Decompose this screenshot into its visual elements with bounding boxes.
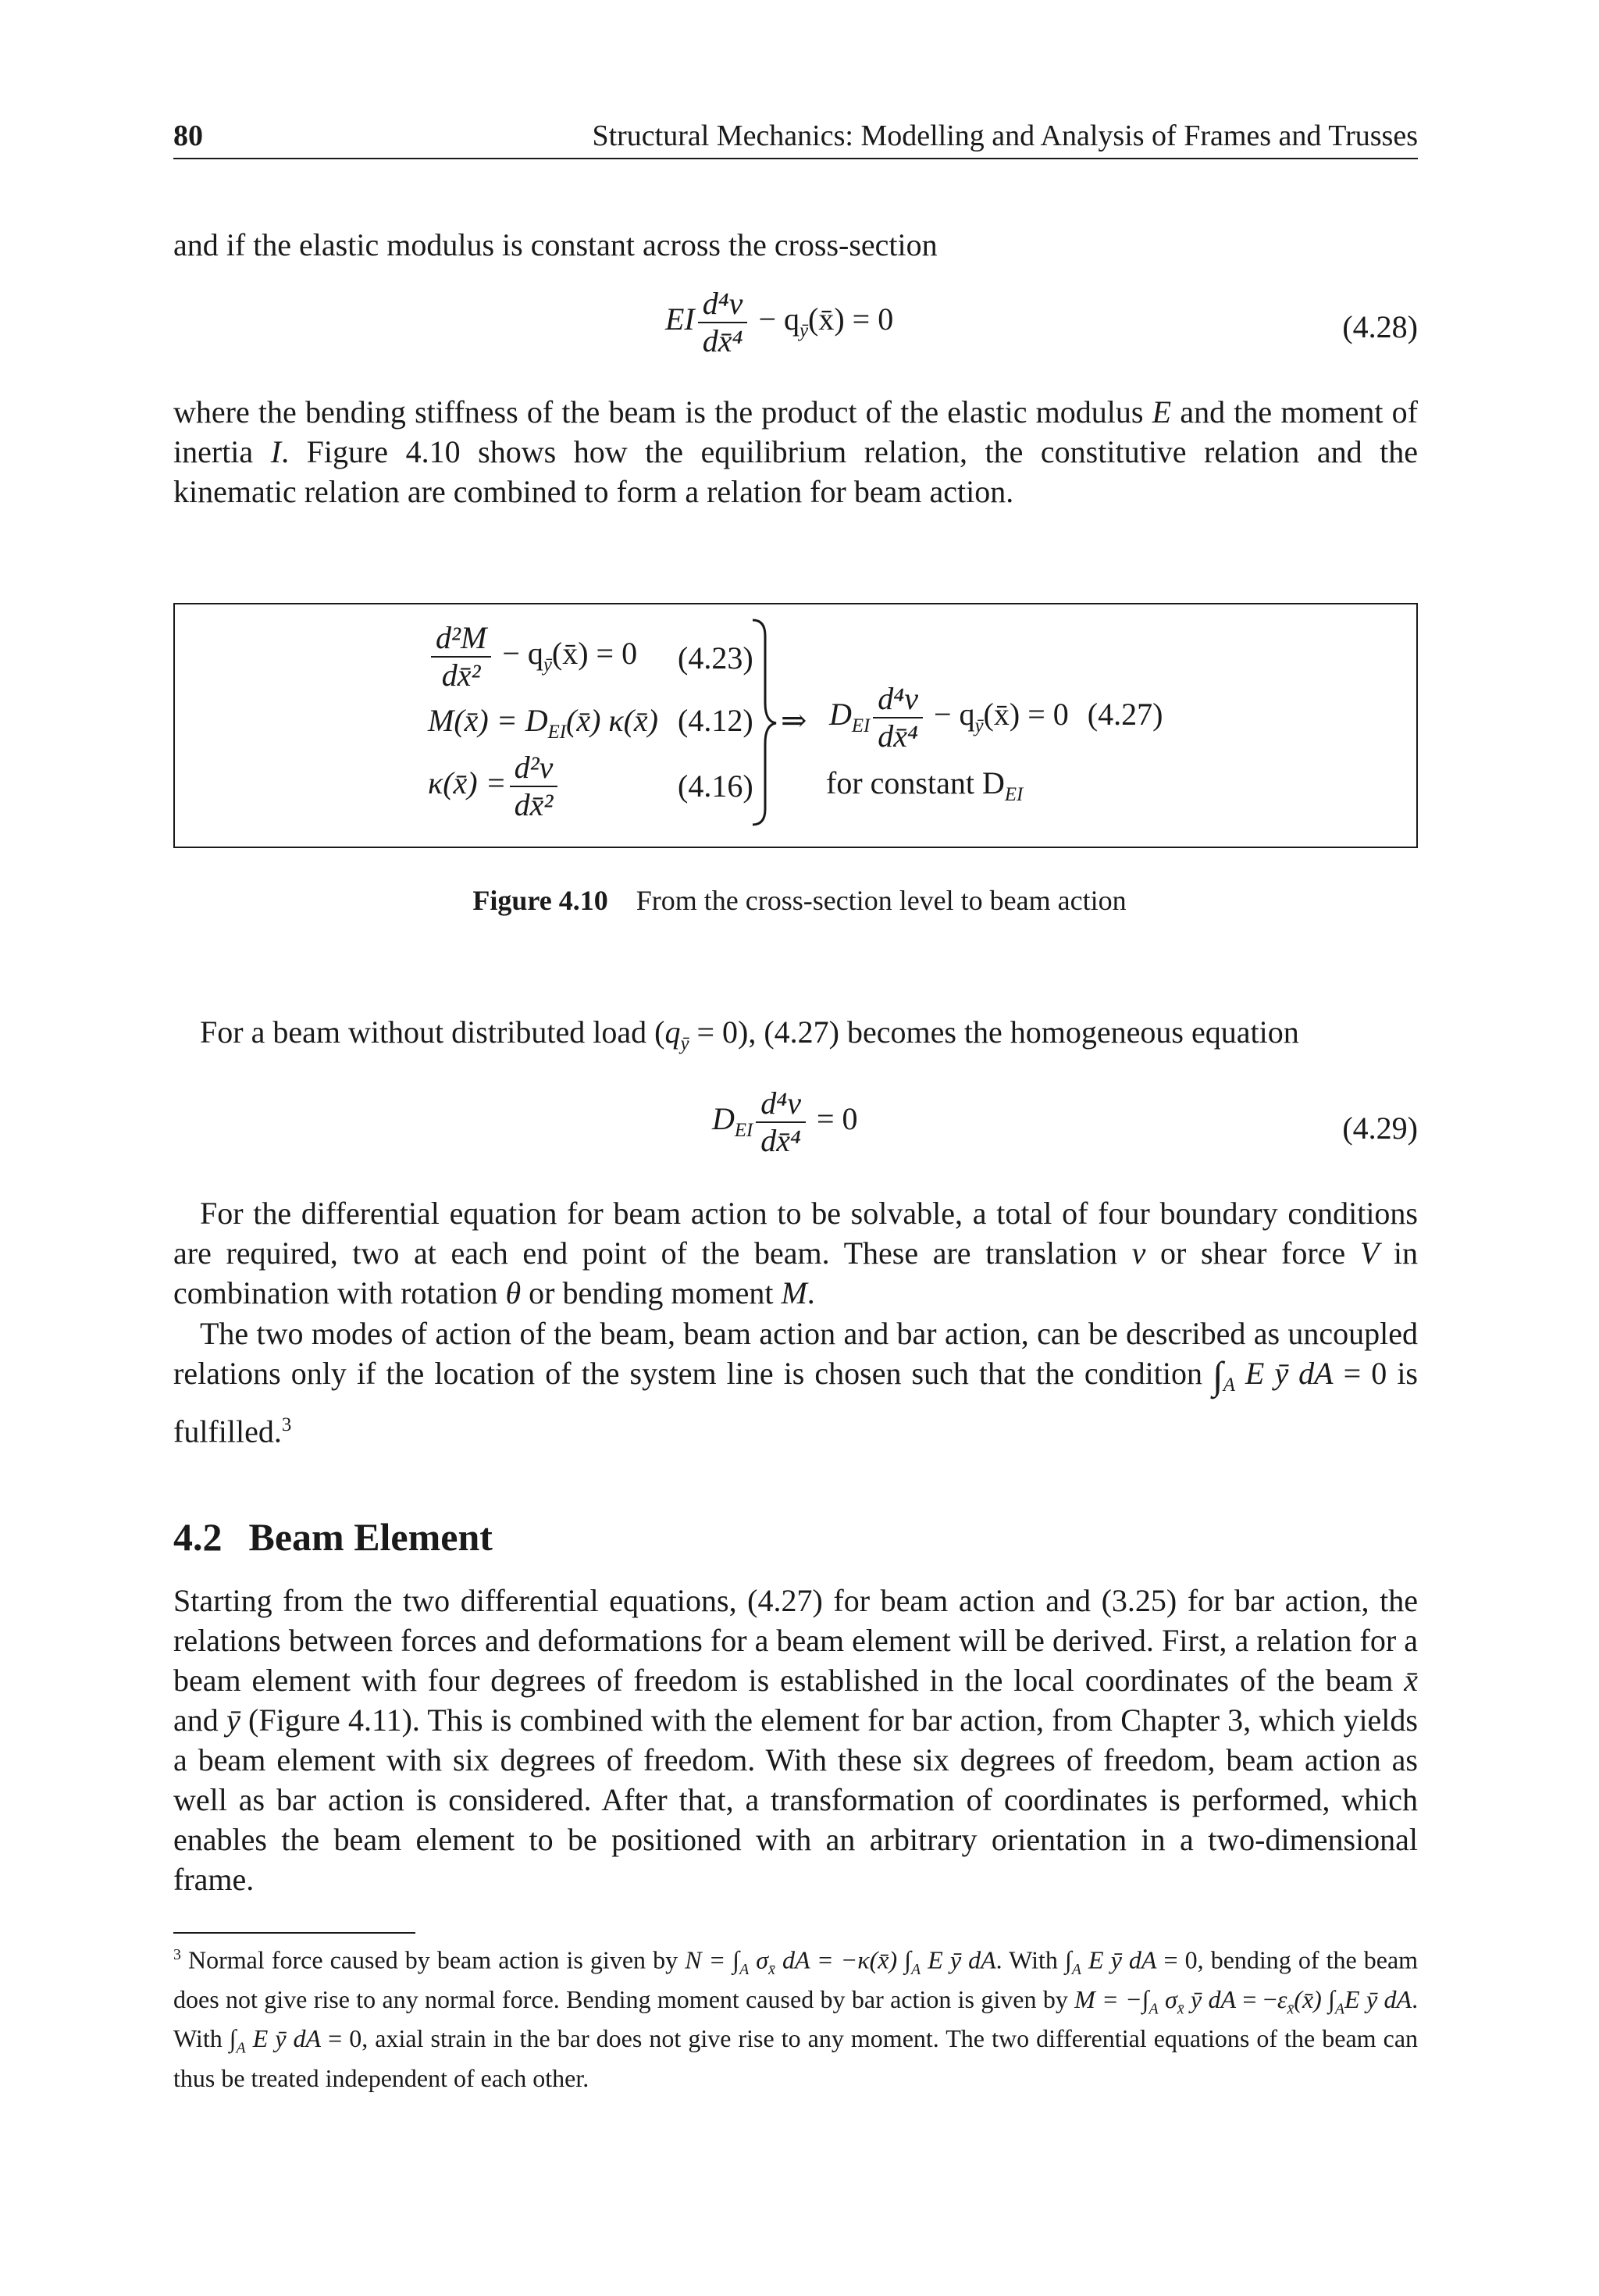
paragraph-modes: [173, 1314, 1418, 1451]
fn-sub: x̄: [1177, 2000, 1184, 2018]
fn-expr: ȳ dA: [1184, 1985, 1237, 2014]
fn-expr: E ȳ dA: [1344, 1985, 1412, 2014]
fig-result-coeff: D: [829, 697, 852, 733]
fig-eq1-tail: − q: [502, 636, 543, 672]
text-run: = 0 is fulfilled.: [173, 1356, 1419, 1449]
symbol-q: q: [664, 1014, 681, 1050]
eq-4-28-numerator: d⁴v: [698, 287, 748, 323]
text-run: = 0), (4.27) becomes the homogeneous equation: [689, 1014, 1299, 1050]
footnote-number: 3: [173, 1946, 181, 1963]
text-run: .: [807, 1275, 815, 1310]
eq-4-28-rest: − q: [758, 301, 800, 337]
fn-sub: A: [911, 1961, 921, 1979]
text-run: The two modes of action of the beam, beam action and bar action, can be described as uncoupled relations only if the location of the system line is chosen such that the condition: [173, 1316, 1418, 1391]
section-title: Beam Element: [248, 1515, 493, 1559]
fig-result-numerator: d⁴v: [873, 683, 923, 718]
equation-4-29: [712, 1087, 858, 1157]
integral-sub: A: [1223, 1374, 1235, 1396]
paragraph-no-load: [200, 1012, 1418, 1064]
fn-expr: M = −∫: [1074, 1985, 1149, 2014]
fig-eq1-fraction: [431, 622, 491, 692]
paragraph-boundary: [173, 1193, 1418, 1313]
eq-4-28-denominator: dx̄⁴: [702, 323, 743, 358]
fig-result-fraction: [873, 683, 923, 753]
fig-result-sub: EI: [851, 715, 871, 737]
figure-eq-4-12: [428, 701, 658, 752]
eq-4-28-sub: ȳ: [800, 320, 809, 342]
running-title: Structural Mechanics: Modelling and Analysis of Frames and Trusses: [592, 119, 1418, 152]
equation-4-28-number: (4.28): [1342, 309, 1418, 344]
text-run: and the moment of inertia: [173, 394, 1418, 469]
fig-eq1-numerator: d²M: [431, 622, 491, 658]
symbol-ybar: ȳ: [226, 1702, 240, 1738]
fn-text: = −: [1236, 1985, 1277, 2014]
fn-expr: E ȳ dA: [1081, 1945, 1157, 1974]
eq-4-28-fraction: [698, 287, 748, 358]
symbol-V: V: [1359, 1235, 1380, 1271]
integral-symbol: ∫: [1213, 1353, 1223, 1397]
figure-caption: [0, 882, 1599, 918]
figure-ref-4-12: (4.12): [678, 703, 753, 738]
fig-eq1-tail2: (x̄) = 0: [551, 636, 638, 672]
text-run: (Figure 4.11). This is combined with the element for bar action, from Chapter 3, which yields a beam element with six degrees of freedom. With these six degrees of freedom, beam action as well as bar action is considered. After that, a transformation of coordinates is performed, which enables the beam element to be positioned with an arbitrary orientation in a two-dimensional frame.: [173, 1702, 1418, 1897]
fn-text: . With: [995, 1945, 1065, 1974]
text-run: . Figure 4.10 shows how the equilibrium relation, the constitutive relation and the kinematic relation are combined to form a relation for beam action.: [173, 434, 1419, 509]
section-number: 4.2: [173, 1515, 223, 1559]
integral-expr: E ȳ dA: [1234, 1356, 1334, 1391]
text-run: For a beam without distributed load (: [200, 1014, 665, 1050]
figure-result-eq-4-27: [829, 683, 1163, 753]
fn-sub: A: [739, 1961, 750, 1979]
symbol-v: v: [1131, 1235, 1146, 1271]
fig-eq1-sub: ȳ: [543, 654, 552, 676]
eq-4-28-tail: (x̄) = 0: [808, 301, 894, 337]
fn-expr: dA = −κ(x̄) ∫: [775, 1945, 911, 1974]
fn-text: = 0, axial strain in the bar does not give rise to any moment. The two differential equations of the beam can thus be treated independent of each other.: [173, 2024, 1419, 2092]
caption-label: Figure 4.10: [472, 885, 608, 916]
fig-eq1-denominator: dx̄²: [441, 658, 481, 693]
fig-result-tail2: (x̄) = 0: [983, 697, 1069, 733]
eq-4-29-tail: = 0: [816, 1101, 858, 1137]
fn-text: . With: [173, 1985, 1419, 2053]
fig-eq2-text-b: (x̄) κ(x̄): [566, 703, 658, 738]
fn-sub: x̄: [1287, 2000, 1295, 2018]
header-rule: [173, 158, 1418, 159]
fig-result-ref: (4.27): [1087, 697, 1163, 733]
text-run: in combination with rotation: [173, 1235, 1418, 1310]
fn-expr: σ: [749, 1945, 769, 1974]
fn-expr: ε: [1277, 1985, 1287, 2014]
eq-4-29-sub: EI: [734, 1120, 753, 1142]
footnote: [173, 1940, 1418, 2093]
fig-eq2-text-a: M(x̄) = D: [428, 703, 548, 738]
eq-4-28-coeff: EI: [665, 301, 695, 337]
fig-note-text: for constant D: [826, 765, 1005, 800]
fn-sub: x̄: [768, 1961, 775, 1979]
symbol-E: E: [1152, 394, 1172, 430]
text-run: For the differential equation for beam action to be solvable, a total of four boundary conditions are required, two at each end point of the beam. These are translation: [173, 1196, 1418, 1271]
fig-eq3-denominator: dx̄²: [514, 787, 554, 822]
text-run: or bending moment: [521, 1275, 782, 1310]
fn-text: Normal force caused by beam action is given by: [180, 1945, 686, 1974]
intro-line: and if the elastic modulus is constant across the cross-section: [173, 227, 938, 262]
figure-arrow: ⇒: [781, 703, 807, 738]
fn-sub: A: [1071, 1961, 1081, 1979]
fig-result-tail: − q: [933, 697, 975, 733]
equation-4-29-number: (4.29): [1342, 1111, 1418, 1146]
fn-expr: ∫: [1064, 1945, 1072, 1974]
equation-4-28: [665, 287, 893, 358]
page-number: 80: [173, 119, 203, 152]
symbol-I: I: [270, 434, 282, 469]
fig-result-tail-sub: ȳ: [974, 715, 984, 737]
fig-eq2-sub: EI: [547, 722, 566, 743]
text-run: Starting from the two differential equations, (4.27) for beam action and (3.25) for bar action, the relations between forces and deformations for a beam element will be derived. First, a relation for a beam element with four degrees of freedom is established in the local coordinates of the beam: [173, 1583, 1418, 1698]
fn-sub: A: [1334, 2000, 1345, 2018]
eq-4-29-numerator: d⁴v: [756, 1087, 806, 1123]
figure-eq-4-16: [428, 751, 561, 822]
fig-eq3-lhs: κ(x̄) =: [428, 765, 507, 801]
footnote-rule: [173, 1932, 415, 1934]
fig-eq3-numerator: d²v: [510, 751, 558, 787]
paragraph-stiffness: [173, 392, 1418, 512]
fn-text: = 0, bending of the beam does not give rise to any normal force. Bending moment caused by bar action is given by: [173, 1945, 1419, 2014]
fn-expr: ∫: [229, 2024, 237, 2053]
text-run: or shear force: [1145, 1235, 1360, 1271]
figure-ref-4-23: (4.23): [678, 640, 753, 676]
figure-eq-4-23: [428, 622, 637, 692]
eq-4-29-fraction: [756, 1087, 806, 1157]
footnote-mark: 3: [281, 1414, 292, 1435]
fn-expr: E ȳ dA: [921, 1945, 996, 1974]
paragraph-section: [173, 1581, 1418, 1899]
symbol-q-sub: ȳ: [680, 1033, 689, 1054]
fig-note-sub: EI: [1004, 784, 1024, 805]
caption-text: From the cross-section level to beam action: [636, 885, 1127, 916]
fn-expr: E ȳ dA: [245, 2024, 322, 2053]
figure-note: [826, 764, 1023, 815]
fn-expr: N = ∫: [685, 1945, 740, 1974]
fn-sub: A: [1149, 2000, 1159, 2018]
eq-4-29-coeff: D: [712, 1101, 735, 1137]
fig-eq3-fraction: [510, 751, 558, 822]
fn-sub: A: [236, 2039, 246, 2057]
fn-expr: σ: [1158, 1985, 1177, 2014]
symbol-theta: θ: [505, 1275, 522, 1310]
figure-ref-4-16: (4.16): [678, 768, 753, 804]
fn-expr: (x̄) ∫: [1294, 1985, 1335, 2014]
fig-result-denominator: dx̄⁴: [878, 718, 918, 754]
symbol-M: M: [781, 1275, 807, 1310]
symbol-xbar: x̄: [1404, 1663, 1418, 1698]
section-heading: [173, 1513, 493, 1560]
eq-4-29-denominator: dx̄⁴: [760, 1123, 801, 1158]
text-run: and: [173, 1702, 227, 1738]
text-run: where the bending stiffness of the beam is the product of the elastic modulus: [173, 394, 1152, 430]
